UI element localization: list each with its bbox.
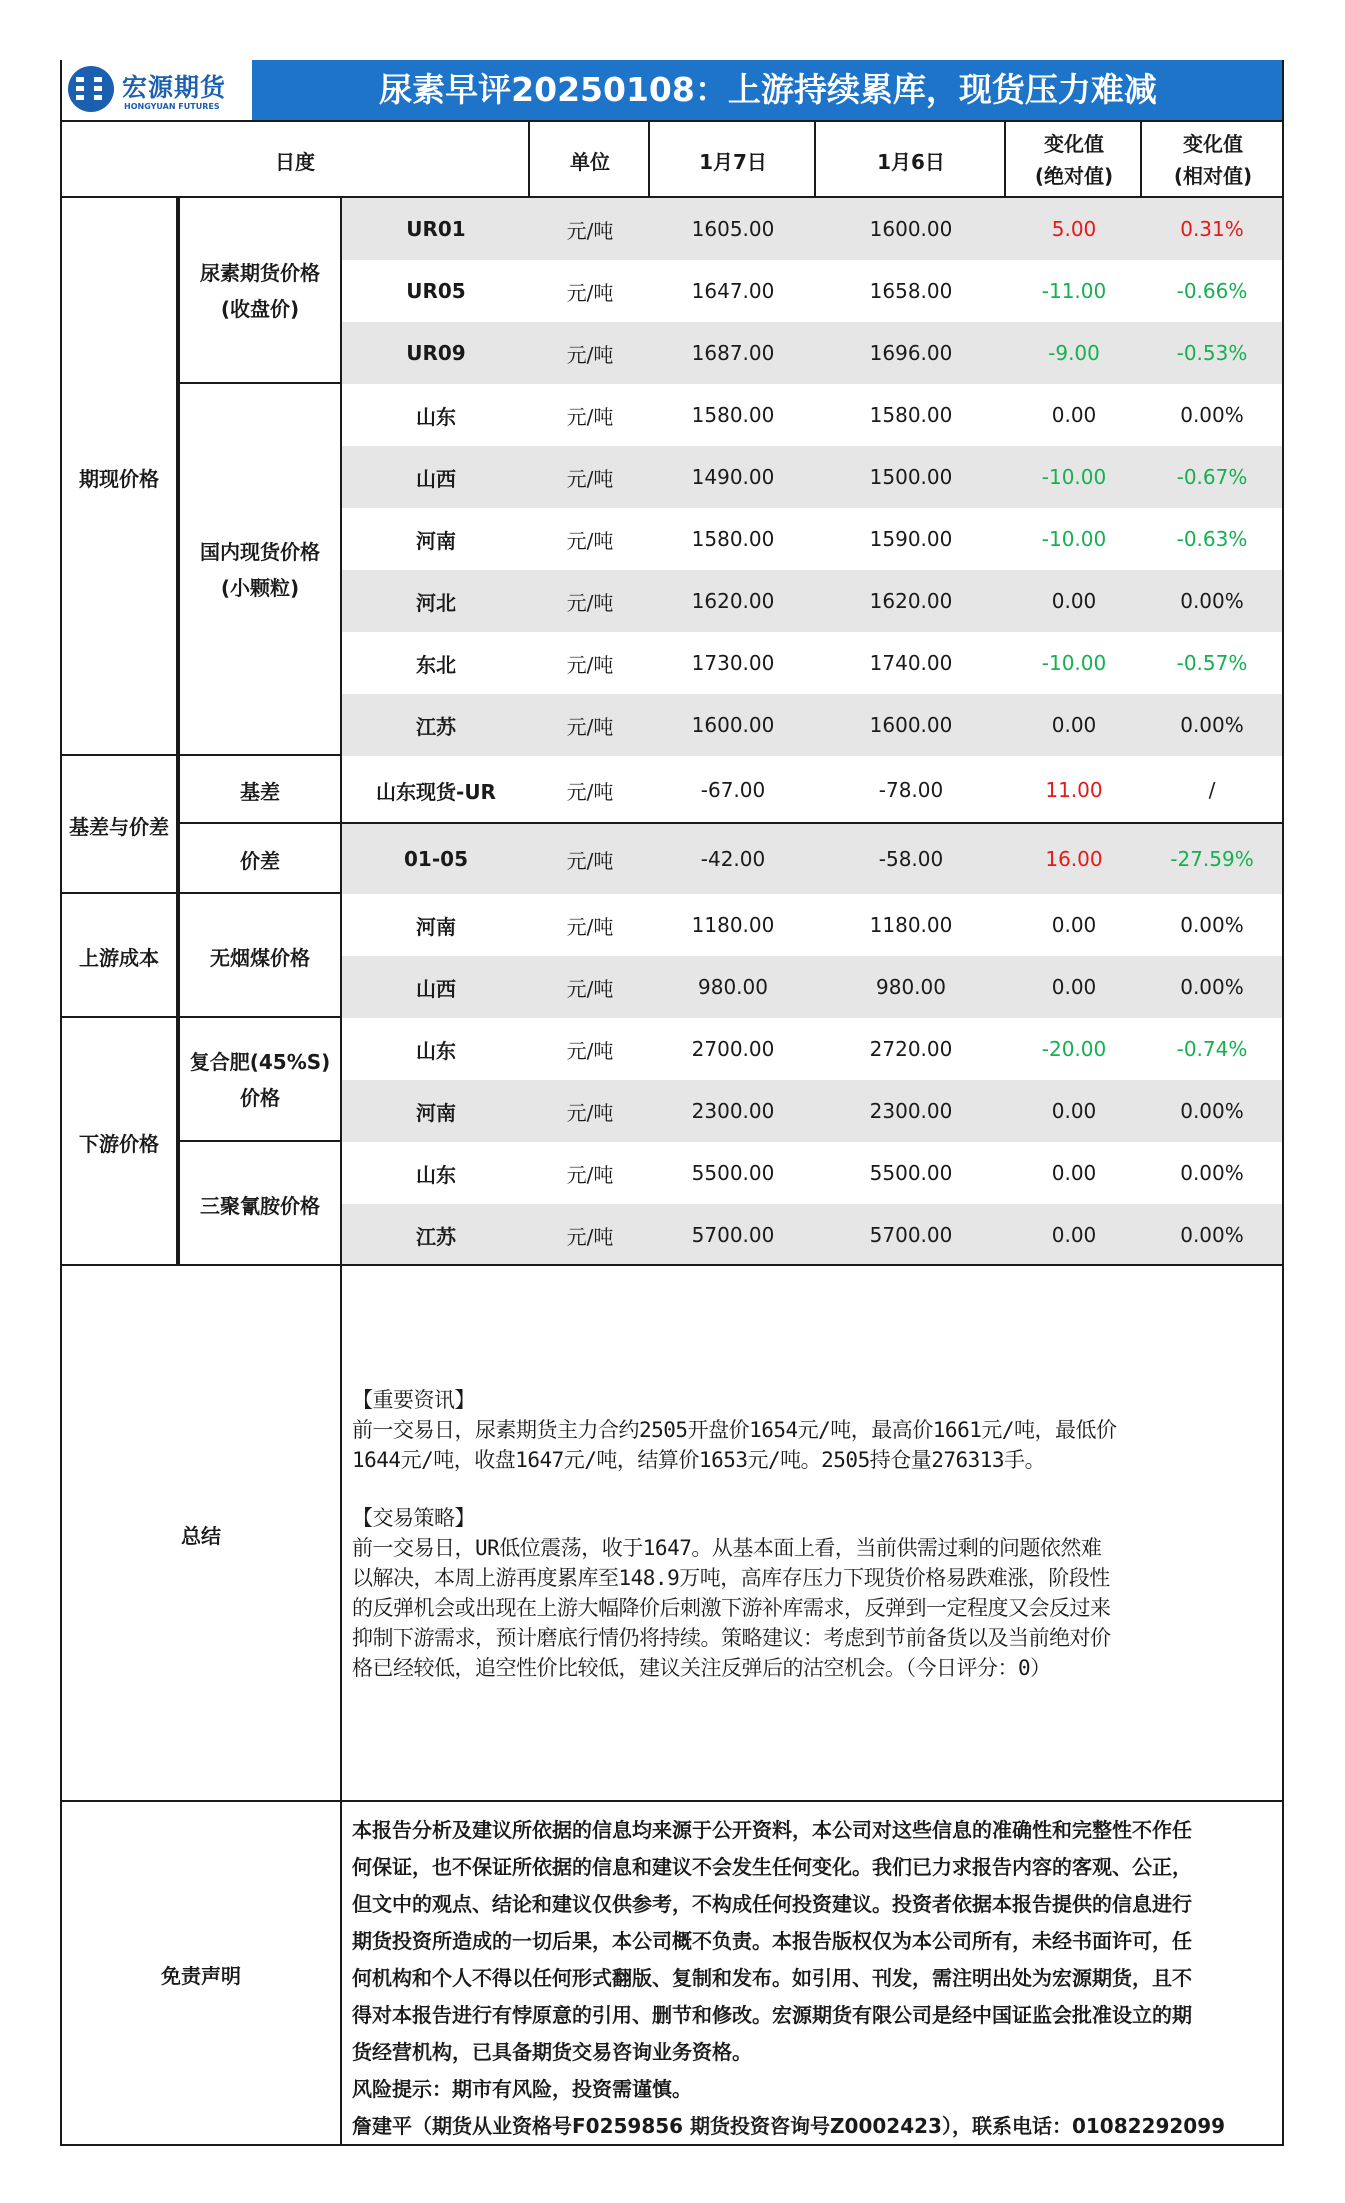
row-d2-cell: 2300.00 bbox=[869, 1099, 953, 1123]
row-rel-cell: -0.66% bbox=[1176, 279, 1248, 303]
row-d2-cell: 1600.00 bbox=[869, 713, 953, 737]
grid-line bbox=[178, 382, 342, 384]
row-abs-cell: -9.00 bbox=[1048, 341, 1100, 365]
grid-line bbox=[60, 196, 1284, 198]
grid-line bbox=[814, 122, 816, 198]
header-date-jan6: 1月6日 bbox=[877, 149, 945, 174]
grid-line bbox=[60, 120, 1284, 122]
row-name-cell: 山东 bbox=[416, 1162, 456, 1187]
row-d1-cell: 1580.00 bbox=[691, 527, 775, 551]
summary-text bbox=[352, 1385, 1272, 1683]
row-d2-cell: 5700.00 bbox=[869, 1223, 953, 1247]
grid-line bbox=[1140, 122, 1142, 198]
header-abs-change bbox=[1006, 122, 1142, 198]
row-rel-cell: 0.00% bbox=[1180, 913, 1244, 937]
row-abs-cell: 16.00 bbox=[1045, 847, 1103, 871]
section-basis-spread: 基差与价差 bbox=[69, 814, 169, 839]
row-unit-cell: 元/吨 bbox=[566, 466, 614, 491]
row-d1-cell: 1600.00 bbox=[691, 713, 775, 737]
row-abs-cell: 5.00 bbox=[1051, 217, 1097, 241]
disclaimer-line: 但文中的观点、结论和建议仅供参考，不构成任何投资建议。投资者依据本报告提供的信息进行 bbox=[352, 1892, 1192, 1916]
row-unit-cell: 元/吨 bbox=[566, 1224, 614, 1249]
row-d1-cell: 1580.00 bbox=[691, 403, 775, 427]
row-d2-cell: 1580.00 bbox=[869, 403, 953, 427]
strategy-heading: 【交易策略】 bbox=[352, 1506, 475, 1530]
row-unit-cell: 元/吨 bbox=[566, 404, 614, 429]
row-d2-cell: -78.00 bbox=[878, 778, 944, 802]
strategy-line: 以解决，本周上游再度累库至148.9万吨，高库存压力下现货价格易跌难涨，阶段性 bbox=[352, 1566, 1110, 1590]
row-unit-cell: 元/吨 bbox=[566, 1100, 614, 1125]
report-sheet bbox=[60, 60, 1284, 2146]
disclaimer-line: 货经营机构，已具备期货交易咨询业务资格。 bbox=[352, 2040, 752, 2064]
row-unit-cell: 元/吨 bbox=[566, 1162, 614, 1187]
strategy-line: 的反弹机会或出现在上游大幅降价后刺激下游补库需求，反弹到一定程度又会反过来 bbox=[352, 1596, 1111, 1620]
grid-line bbox=[1282, 60, 1284, 2146]
subsection-spot-price bbox=[178, 384, 342, 756]
row-d1-cell: 5500.00 bbox=[691, 1161, 775, 1185]
row-name-cell: UR01 bbox=[406, 217, 466, 241]
row-abs-cell: -20.00 bbox=[1041, 1037, 1107, 1061]
header-unit: 单位 bbox=[570, 149, 610, 174]
row-name-cell: 河南 bbox=[416, 914, 456, 939]
subsection-spread: 价差 bbox=[240, 848, 280, 873]
row-name-cell: UR09 bbox=[406, 341, 466, 365]
row-unit-cell: 元/吨 bbox=[566, 590, 614, 615]
row-unit-cell: 元/吨 bbox=[566, 280, 614, 305]
grid-line bbox=[60, 1264, 1284, 1266]
row-unit-cell: 元/吨 bbox=[566, 914, 614, 939]
subsection-anthracite: 无烟煤价格 bbox=[210, 945, 310, 970]
news-line: 1644元/吨，收盘1647元/吨，结算价1653元/吨。2505持仓量276313手。 bbox=[352, 1448, 1046, 1472]
row-unit-cell: 元/吨 bbox=[566, 218, 614, 243]
row-abs-cell: 0.00 bbox=[1051, 1099, 1097, 1123]
row-unit-cell: 元/吨 bbox=[566, 1038, 614, 1063]
header-dimension: 日度 bbox=[275, 149, 315, 174]
grid-line bbox=[178, 196, 180, 1266]
row-d2-cell: 5500.00 bbox=[869, 1161, 953, 1185]
row-d2-cell: 1590.00 bbox=[869, 527, 953, 551]
report-title: 尿素早评20250108：上游持续累库，现货压力难减 bbox=[252, 60, 1284, 120]
disclaimer-line: 期货投资所造成的一切后果，本公司概不负责。本报告版权仅为本公司所有，未经书面许可，任 bbox=[352, 1929, 1192, 1953]
row-d2-cell: 2720.00 bbox=[869, 1037, 953, 1061]
row-unit-cell: 元/吨 bbox=[566, 848, 614, 873]
row-d1-cell: -67.00 bbox=[700, 778, 766, 802]
row-unit-cell: 元/吨 bbox=[566, 652, 614, 677]
row-abs-cell: 0.00 bbox=[1051, 913, 1097, 937]
row-abs-cell: 0.00 bbox=[1051, 975, 1097, 999]
row-rel-cell: 0.00% bbox=[1180, 713, 1244, 737]
row-rel-cell: -0.67% bbox=[1176, 465, 1248, 489]
row-d2-cell: 1658.00 bbox=[869, 279, 953, 303]
grid-line bbox=[528, 122, 530, 198]
subsection-melamine: 三聚氰胺价格 bbox=[200, 1193, 320, 1218]
row-d2-cell: 1180.00 bbox=[869, 913, 953, 937]
row-d1-cell: 1605.00 bbox=[691, 217, 775, 241]
logo-name-en: HONGYUAN FUTURES bbox=[124, 102, 220, 111]
company-logo bbox=[60, 60, 254, 120]
row-abs-cell: -11.00 bbox=[1041, 279, 1107, 303]
row-unit-cell: 元/吨 bbox=[566, 528, 614, 553]
news-heading: 【重要资讯】 bbox=[352, 1388, 475, 1412]
section-futures-spot: 期现价格 bbox=[79, 466, 159, 491]
row-rel-cell: 0.00% bbox=[1180, 1223, 1244, 1247]
subsection-compound-fertilizer bbox=[178, 1018, 342, 1142]
disclaimer-text bbox=[352, 1812, 1276, 2145]
grid-line bbox=[60, 2144, 1284, 2146]
section-upstream: 上游成本 bbox=[79, 945, 159, 970]
row-abs-cell: 0.00 bbox=[1051, 589, 1097, 613]
header-abs-line2: (绝对值) bbox=[1034, 164, 1114, 188]
header-rel-change bbox=[1142, 122, 1284, 198]
row-name-cell: 山西 bbox=[416, 976, 456, 1001]
grid-line bbox=[178, 1140, 342, 1142]
disclaimer-line: 何保证，也不保证所依据的信息和建议不会发生任何变化。我们已力求报告内容的客观、公正， bbox=[352, 1855, 1192, 1879]
grid-line bbox=[1004, 122, 1006, 198]
row-rel-cell: -27.59% bbox=[1170, 847, 1254, 871]
grid-line bbox=[178, 822, 1284, 824]
subsection-compound-line1: 复合肥(45%S) bbox=[189, 1050, 331, 1074]
grid-line bbox=[60, 754, 342, 756]
disclaimer-line: 本报告分析及建议所依据的信息均来源于公开资料，本公司对这些信息的准确性和完整性不作任 bbox=[352, 1818, 1192, 1842]
row-abs-cell: 0.00 bbox=[1051, 1161, 1097, 1185]
strategy-line: 前一交易日，UR低位震荡，收于1647。从基本面上看，当前供需过剩的问题依然难 bbox=[352, 1536, 1102, 1560]
disclaimer-line: 詹建平（期货从业资格号F0259856 期货投资咨询号Z0002423），联系电话：01082292099 bbox=[352, 2114, 1226, 2138]
row-name-cell: 江苏 bbox=[416, 714, 456, 739]
subsection-compound-line2: 价格 bbox=[240, 1086, 280, 1110]
row-unit-cell: 元/吨 bbox=[566, 342, 614, 367]
row-d2-cell: 1696.00 bbox=[869, 341, 953, 365]
row-rel-cell: 0.00% bbox=[1180, 1161, 1244, 1185]
row-d1-cell: -42.00 bbox=[700, 847, 766, 871]
grid-line bbox=[60, 1800, 1284, 1802]
header-rel-line2: (相对值) bbox=[1173, 164, 1253, 188]
row-name-cell: UR05 bbox=[406, 279, 466, 303]
row-rel-cell: -0.57% bbox=[1176, 651, 1248, 675]
row-name-cell: 东北 bbox=[416, 652, 456, 677]
row-abs-cell: 0.00 bbox=[1051, 1223, 1097, 1247]
row-d2-cell: 1600.00 bbox=[869, 217, 953, 241]
grid-line bbox=[60, 892, 342, 894]
row-rel-cell: 0.00% bbox=[1180, 1099, 1244, 1123]
section-downstream: 下游价格 bbox=[79, 1131, 159, 1156]
row-name-cell: 山东 bbox=[416, 1038, 456, 1063]
row-abs-cell: 11.00 bbox=[1045, 778, 1103, 802]
row-unit-cell: 元/吨 bbox=[566, 779, 614, 804]
row-rel-cell: 0.31% bbox=[1180, 217, 1244, 241]
row-d1-cell: 1687.00 bbox=[691, 341, 775, 365]
row-d2-cell: 1740.00 bbox=[869, 651, 953, 675]
row-rel-cell: 0.00% bbox=[1180, 975, 1244, 999]
row-d2-cell: -58.00 bbox=[878, 847, 944, 871]
news-line: 前一交易日，尿素期货主力合约2505开盘价1654元/吨，最高价1661元/吨，最低价 bbox=[352, 1418, 1117, 1442]
row-name-cell: 山东现货-UR bbox=[376, 779, 496, 804]
header-rel-line1: 变化值 bbox=[1183, 132, 1243, 156]
strategy-line: 抑制下游需求，预计磨底行情仍将持续。策略建议：考虑到节前备货以及当前绝对价 bbox=[352, 1626, 1111, 1650]
row-abs-cell: 0.00 bbox=[1051, 403, 1097, 427]
subsection-spot-line1: 国内现货价格 bbox=[200, 540, 320, 564]
strategy-line: 格已经较低，追空性价比较低，建议关注反弹后的沽空机会。（今日评分：0） bbox=[352, 1656, 1051, 1680]
row-rel-cell: -0.53% bbox=[1176, 341, 1248, 365]
row-d1-cell: 1490.00 bbox=[691, 465, 775, 489]
row-d1-cell: 1730.00 bbox=[691, 651, 775, 675]
row-rel-cell: -0.74% bbox=[1176, 1037, 1248, 1061]
row-name-cell: 河南 bbox=[416, 528, 456, 553]
disclaimer-label: 免责声明 bbox=[161, 1963, 241, 1988]
row-unit-cell: 元/吨 bbox=[566, 976, 614, 1001]
row-name-cell: 河北 bbox=[416, 590, 456, 615]
row-d1-cell: 2300.00 bbox=[691, 1099, 775, 1123]
row-d1-cell: 1620.00 bbox=[691, 589, 775, 613]
row-rel-cell: -0.63% bbox=[1176, 527, 1248, 551]
summary-label: 总结 bbox=[181, 1523, 221, 1548]
row-d1-cell: 980.00 bbox=[698, 975, 768, 999]
subsection-futures-line2: (收盘价) bbox=[220, 297, 300, 321]
row-abs-cell: -10.00 bbox=[1041, 465, 1107, 489]
row-rel-cell: 0.00% bbox=[1180, 403, 1244, 427]
row-name-cell: 01-05 bbox=[404, 847, 468, 871]
logo-name-cn: 宏源期货 bbox=[122, 73, 227, 102]
row-abs-cell: 0.00 bbox=[1051, 713, 1097, 737]
hongyuan-logo-icon bbox=[66, 64, 116, 114]
subsection-futures-line1: 尿素期货价格 bbox=[200, 261, 320, 285]
row-d1-cell: 2700.00 bbox=[691, 1037, 775, 1061]
row-rel-cell: / bbox=[1208, 778, 1216, 802]
grid-line bbox=[648, 122, 650, 198]
row-d1-cell: 1647.00 bbox=[691, 279, 775, 303]
row-name-cell: 山西 bbox=[416, 466, 456, 491]
disclaimer-line: 得对本报告进行有悖原意的引用、删节和修改。宏源期货有限公司是经中国证监会批准设立的期 bbox=[352, 2003, 1192, 2027]
row-d2-cell: 980.00 bbox=[876, 975, 946, 999]
row-unit-cell: 元/吨 bbox=[566, 714, 614, 739]
grid-line bbox=[60, 1016, 342, 1018]
subsection-spot-line2: (小颗粒) bbox=[220, 576, 300, 600]
row-name-cell: 山东 bbox=[416, 404, 456, 429]
header-date-jan7: 1月7日 bbox=[699, 149, 767, 174]
subsection-basis: 基差 bbox=[240, 779, 280, 804]
title-bar bbox=[60, 60, 1284, 120]
row-name-cell: 江苏 bbox=[416, 1224, 456, 1249]
row-abs-cell: -10.00 bbox=[1041, 527, 1107, 551]
grid-line bbox=[60, 60, 62, 2146]
row-d1-cell: 5700.00 bbox=[691, 1223, 775, 1247]
header-abs-line1: 变化值 bbox=[1044, 132, 1104, 156]
subsection-futures-price bbox=[178, 198, 342, 384]
row-d2-cell: 1620.00 bbox=[869, 589, 953, 613]
disclaimer-line: 何机构和个人不得以任何形式翻版、复制和发布。如引用、刊发，需注明出处为宏源期货，且不 bbox=[352, 1966, 1192, 1990]
row-name-cell: 河南 bbox=[416, 1100, 456, 1125]
row-abs-cell: -10.00 bbox=[1041, 651, 1107, 675]
row-d1-cell: 1180.00 bbox=[691, 913, 775, 937]
grid-line bbox=[340, 196, 342, 2146]
row-d2-cell: 1500.00 bbox=[869, 465, 953, 489]
row-rel-cell: 0.00% bbox=[1180, 589, 1244, 613]
disclaimer-line: 风险提示：期市有风险，投资需谨慎。 bbox=[352, 2077, 692, 2101]
